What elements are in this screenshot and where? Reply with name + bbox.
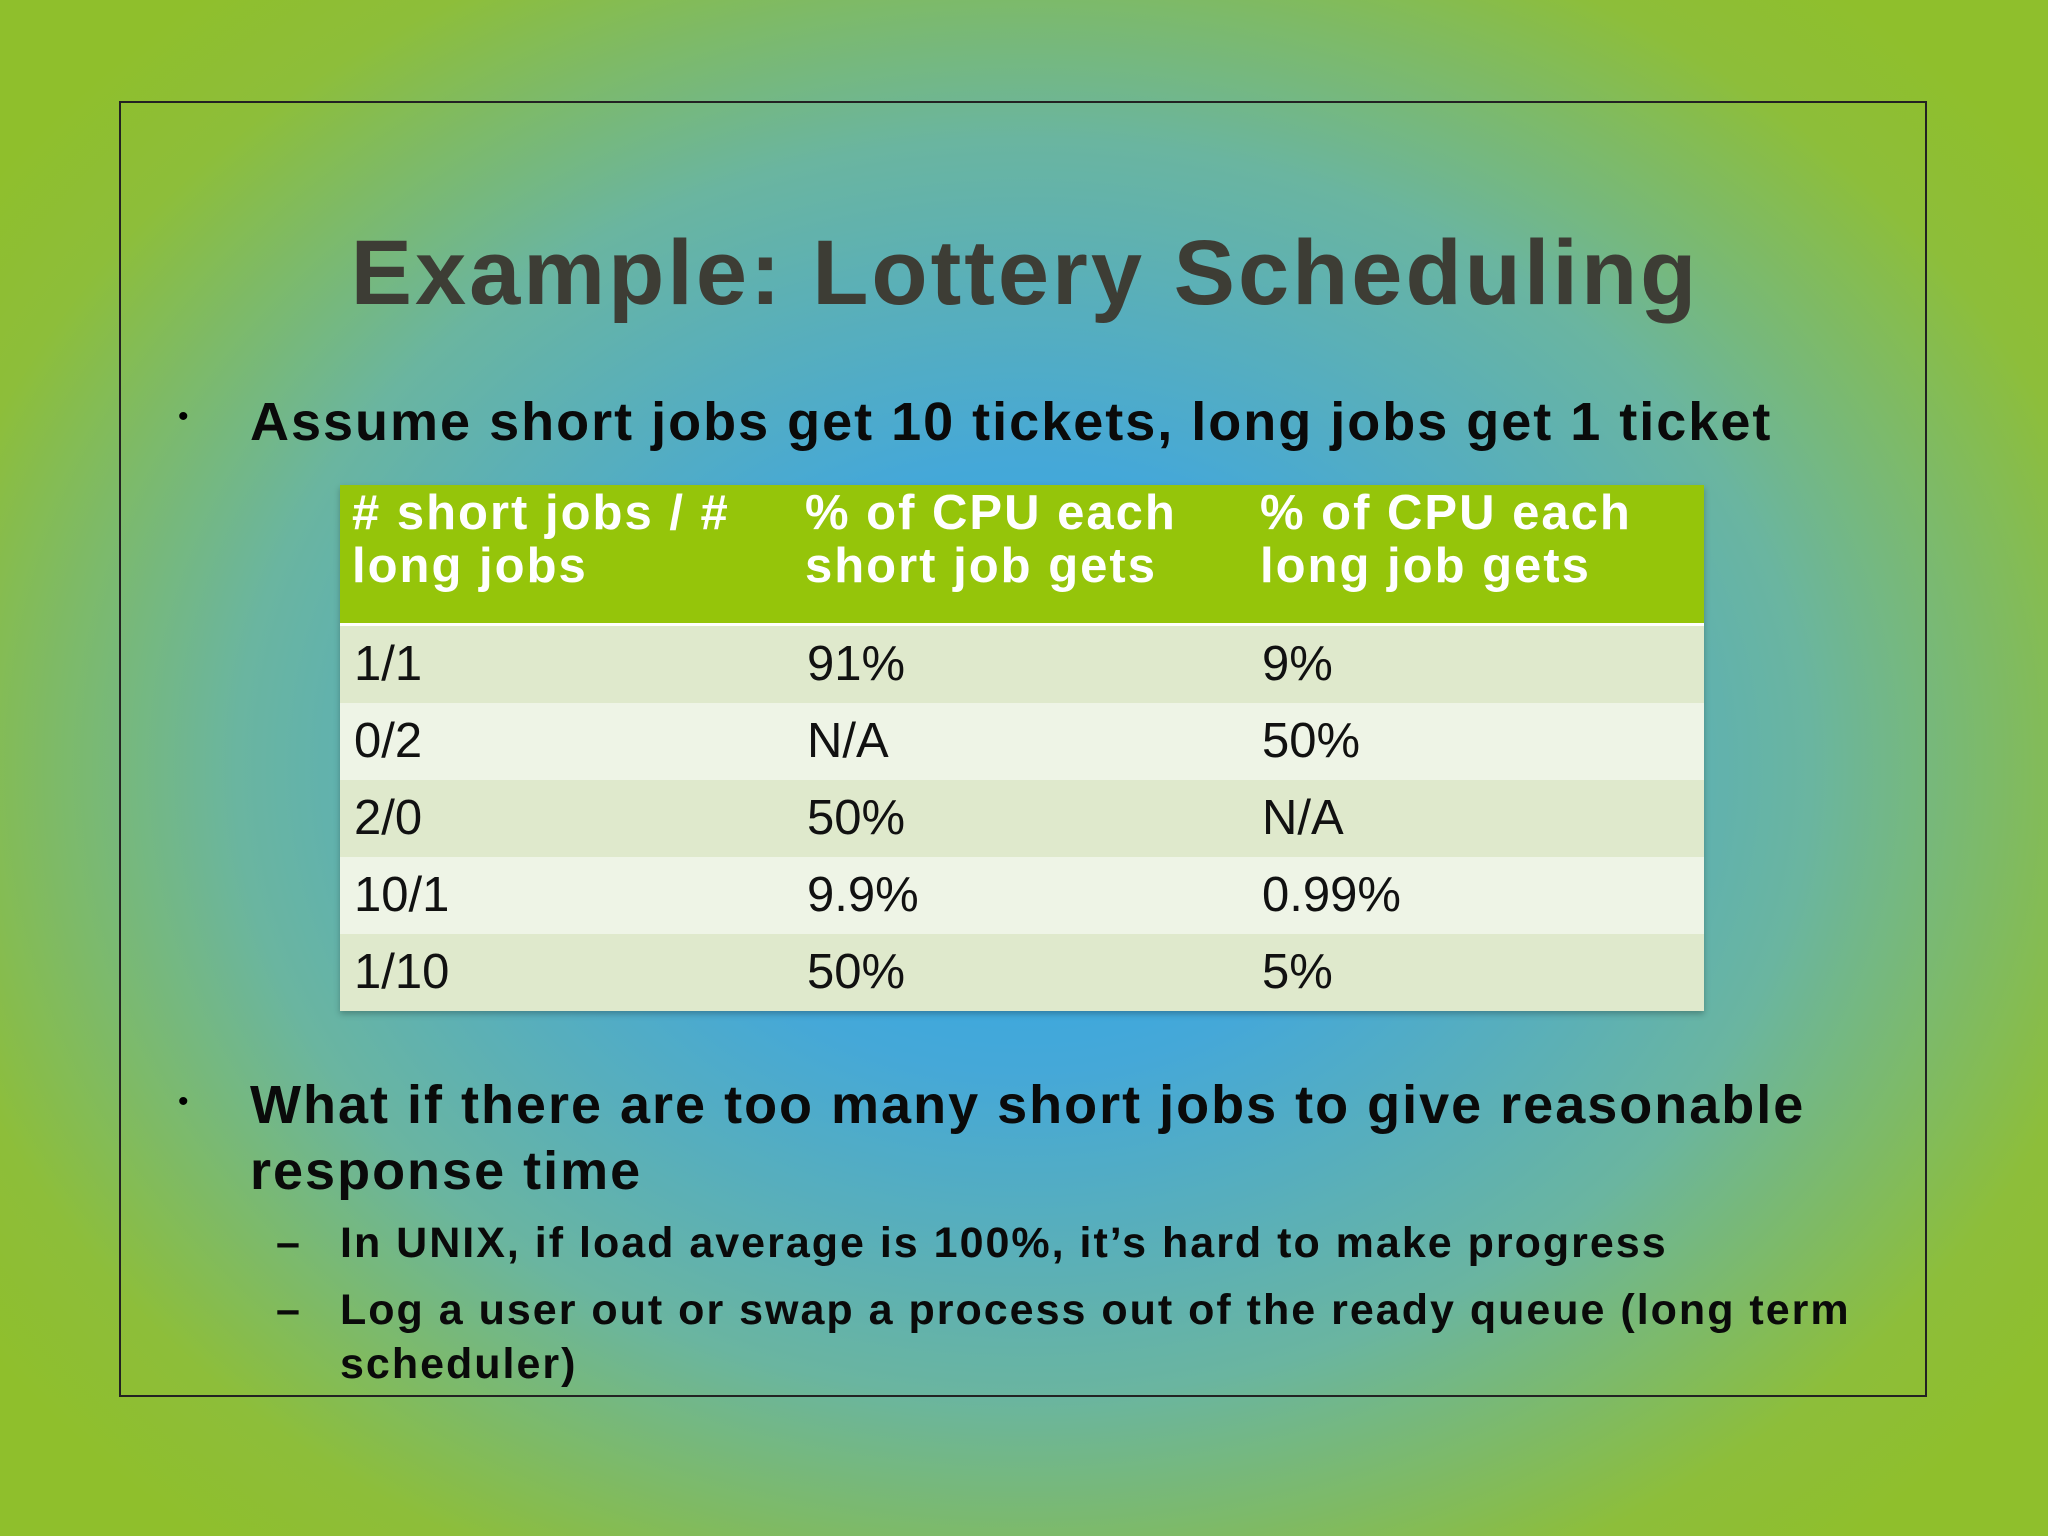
cell-long-job-cpu: 50% — [1248, 703, 1704, 780]
cell-long-job-cpu: 9% — [1248, 625, 1704, 704]
bullet-1-text: Assume short jobs get 10 tickets, long jobs get 1 ticket — [250, 392, 1773, 452]
header-long-job-cpu: % of CPU each long job gets — [1248, 485, 1704, 625]
sub-bullet-1-text: In UNIX, if load average is 100%, it’s hard to make progress — [340, 1219, 1668, 1267]
cell-short-job-cpu: 50% — [793, 934, 1248, 1011]
bullet-marker-2: • — [178, 1085, 189, 1118]
table-row — [340, 703, 1704, 780]
cell-long-job-cpu: 0.99% — [1248, 857, 1704, 934]
sub-bullet-dash-1: – — [276, 1219, 300, 1267]
table-header-row — [340, 485, 1704, 625]
cell-short-job-cpu: N/A — [793, 703, 1248, 780]
cell-long-job-cpu: 5% — [1248, 934, 1704, 1011]
bullet-marker-1: • — [178, 400, 189, 433]
sub-bullet-2-text: Log a user out or swap a process out of the ready queue (long term scheduler) — [340, 1286, 1851, 1388]
table-row — [340, 857, 1704, 934]
cell-job-ratio: 10/1 — [340, 857, 793, 934]
bullet-2-text: What if there are too many short jobs to give reasonable response time — [250, 1075, 1806, 1201]
table-row — [340, 780, 1704, 857]
table-row — [340, 625, 1704, 704]
header-short-job-cpu: % of CPU each short job gets — [793, 485, 1248, 625]
header-job-ratio: # short jobs / # long jobs — [340, 485, 793, 625]
cell-short-job-cpu: 50% — [793, 780, 1248, 857]
sub-bullet-dash-2: – — [276, 1286, 300, 1334]
cpu-share-table — [340, 485, 1704, 1011]
table-row — [340, 934, 1704, 1011]
cell-short-job-cpu: 9.9% — [793, 857, 1248, 934]
slide-title: Example: Lottery Scheduling — [350, 222, 1700, 324]
cell-long-job-cpu: N/A — [1248, 780, 1704, 857]
cell-job-ratio: 1/1 — [340, 625, 793, 704]
cell-job-ratio: 1/10 — [340, 934, 793, 1011]
cell-job-ratio: 0/2 — [340, 703, 793, 780]
cell-job-ratio: 2/0 — [340, 780, 793, 857]
cell-short-job-cpu: 91% — [793, 625, 1248, 704]
